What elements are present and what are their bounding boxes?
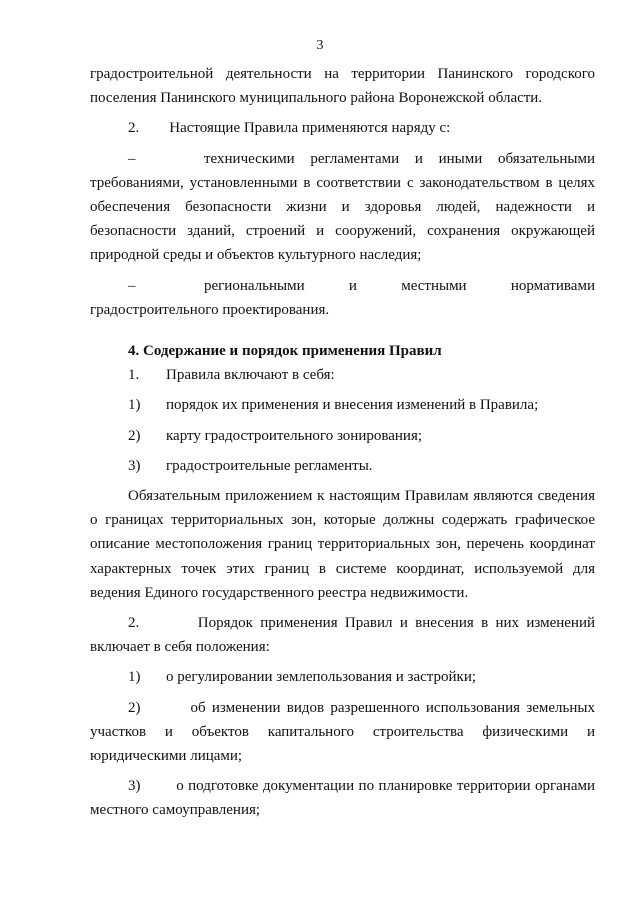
item-number: 1) [128, 397, 141, 414]
list-item [90, 393, 595, 417]
item-number: 1. [128, 367, 140, 384]
item-text: об изменении видов разрешенного использования земельных участков и объектов капитального строительства физическими и юридическими лицами; [90, 699, 595, 765]
clause-2-number: 2. [128, 120, 140, 137]
list-item [90, 454, 595, 478]
list-item [90, 363, 595, 387]
dash-marker: – [128, 277, 136, 294]
annex-paragraph: Обязательным приложением к настоящим Правилам являются сведения о границах территориальных зон, которые должны содержать графическое описание местоположения границ территориальных зон, перечень координат характерных точек этих границ в системе координат, используемой для ведения Единого государственного реестра недвижимости. [90, 488, 595, 601]
item-text: градостроительные регламенты. [166, 457, 373, 474]
item-text: карту градостроительного зонирования; [166, 427, 423, 444]
dash-item-2 [90, 274, 595, 322]
dash-item-1-text: техническими регламентами и иными обязательными требованиями, установленными в соответствии с законодательством в целях обеспечения безопасности жизни и здоровья людей, надежности и безопасности зданий, строений и сооружений, сохранения окружающей природной среды и объектов культурного наследия; [90, 150, 595, 264]
item-text: о регулировании землепользования и застройки; [166, 669, 477, 686]
clause-item-2 [90, 611, 595, 659]
item-text: о подготовке документации по планировке территории органами местного самоуправления; [90, 778, 596, 819]
clause-2-paragraph [90, 116, 595, 140]
item-number: 2) [128, 699, 141, 716]
item-number: 3) [128, 778, 141, 795]
dash-marker: – [128, 150, 136, 167]
item-number: 1) [128, 669, 141, 686]
position-2-paragraph [90, 696, 595, 769]
position-3-paragraph [90, 774, 595, 822]
document-body [90, 62, 595, 823]
item-text: Порядок применения Правил и внесения в них изменений включает в себя положения: [90, 615, 596, 656]
section-heading: 4. Содержание и порядок применения Правил [128, 343, 442, 360]
intro-paragraph: градостроительной деятельности на территории Панинского городского поселения Панинского муниципального района Воронежской области. [90, 66, 595, 107]
item-text: порядок их применения и внесения изменений в Правила; [166, 397, 539, 414]
page-number: 3 [316, 38, 324, 53]
list-item [90, 424, 595, 448]
item-number: 2) [128, 427, 141, 444]
item-number: 2. [128, 615, 140, 632]
dash-item-2-text: региональными и местными нормативами градостроительного проектирования. [90, 277, 595, 318]
item-text: Правила включают в себя: [166, 367, 335, 384]
dash-item-1 [90, 147, 595, 268]
item-number: 3) [128, 457, 141, 474]
list-item [90, 665, 595, 689]
clause-2-text: Настоящие Правила применяются наряду с: [169, 120, 451, 137]
